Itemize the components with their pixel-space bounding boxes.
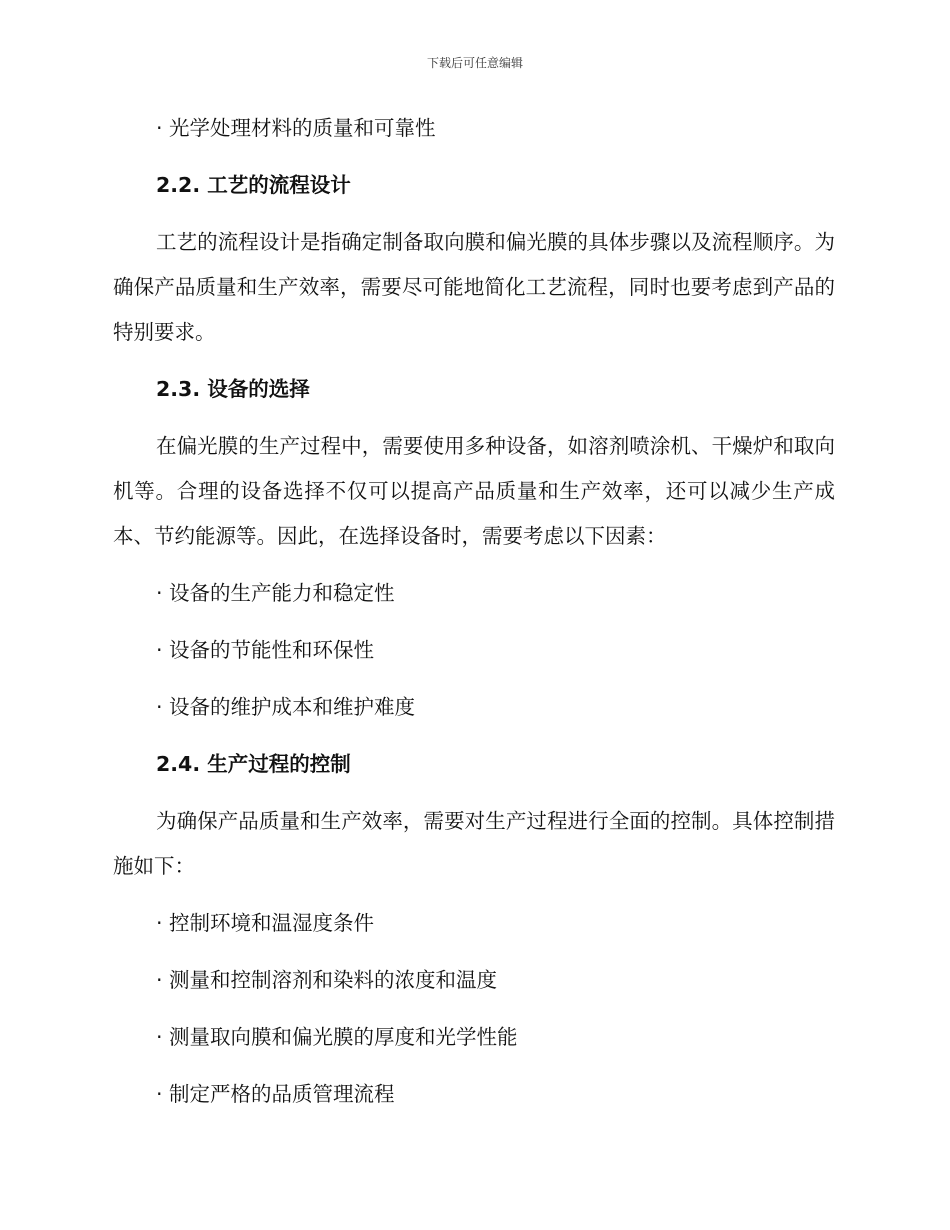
section-heading-2-4: 2.4. 生产过程的控制	[156, 752, 351, 776]
bullet-item: · 设备的维护成本和维护难度	[156, 695, 416, 719]
paragraph-2-4: 为确保产品质量和生产效率，需要对生产过程进行全面的控制。具体控制措施如下：	[113, 809, 835, 878]
bullet-item: · 测量和控制溶剂和染料的浓度和温度	[156, 968, 498, 992]
section-heading-2-2: 2.2. 工艺的流程设计	[156, 173, 351, 197]
bullet-item: · 测量取向膜和偏光膜的厚度和光学性能	[156, 1025, 518, 1049]
document-body	[113, 106, 835, 1129]
section-heading-2-3: 2.3. 设备的选择	[156, 377, 310, 401]
bullet-item: · 设备的节能性和环保性	[156, 638, 375, 662]
bullet-item: · 控制环境和温湿度条件	[156, 911, 375, 935]
paragraph-2-2: 工艺的流程设计是指确定制备取向膜和偏光膜的具体步骤以及流程顺序。为确保产品质量和生产效率，需要尽可能地简化工艺流程，同时也要考虑到产品的特别要求。	[113, 230, 835, 344]
page-header: 下载后可任意编辑	[426, 56, 523, 70]
paragraph-2-3: 在偏光膜的生产过程中，需要使用多种设备，如溶剂喷涂机、干燥炉和取向机等。合理的设备选择不仅可以提高产品质量和生产效率，还可以减少生产成本、节约能源等。因此，在选择设备时，需要考虑以下因素：	[113, 434, 835, 548]
bullet-item: · 光学处理材料的质量和可靠性	[156, 116, 436, 140]
bullet-item: · 设备的生产能力和稳定性	[156, 581, 395, 605]
bullet-item: · 制定严格的品质管理流程	[156, 1082, 395, 1106]
